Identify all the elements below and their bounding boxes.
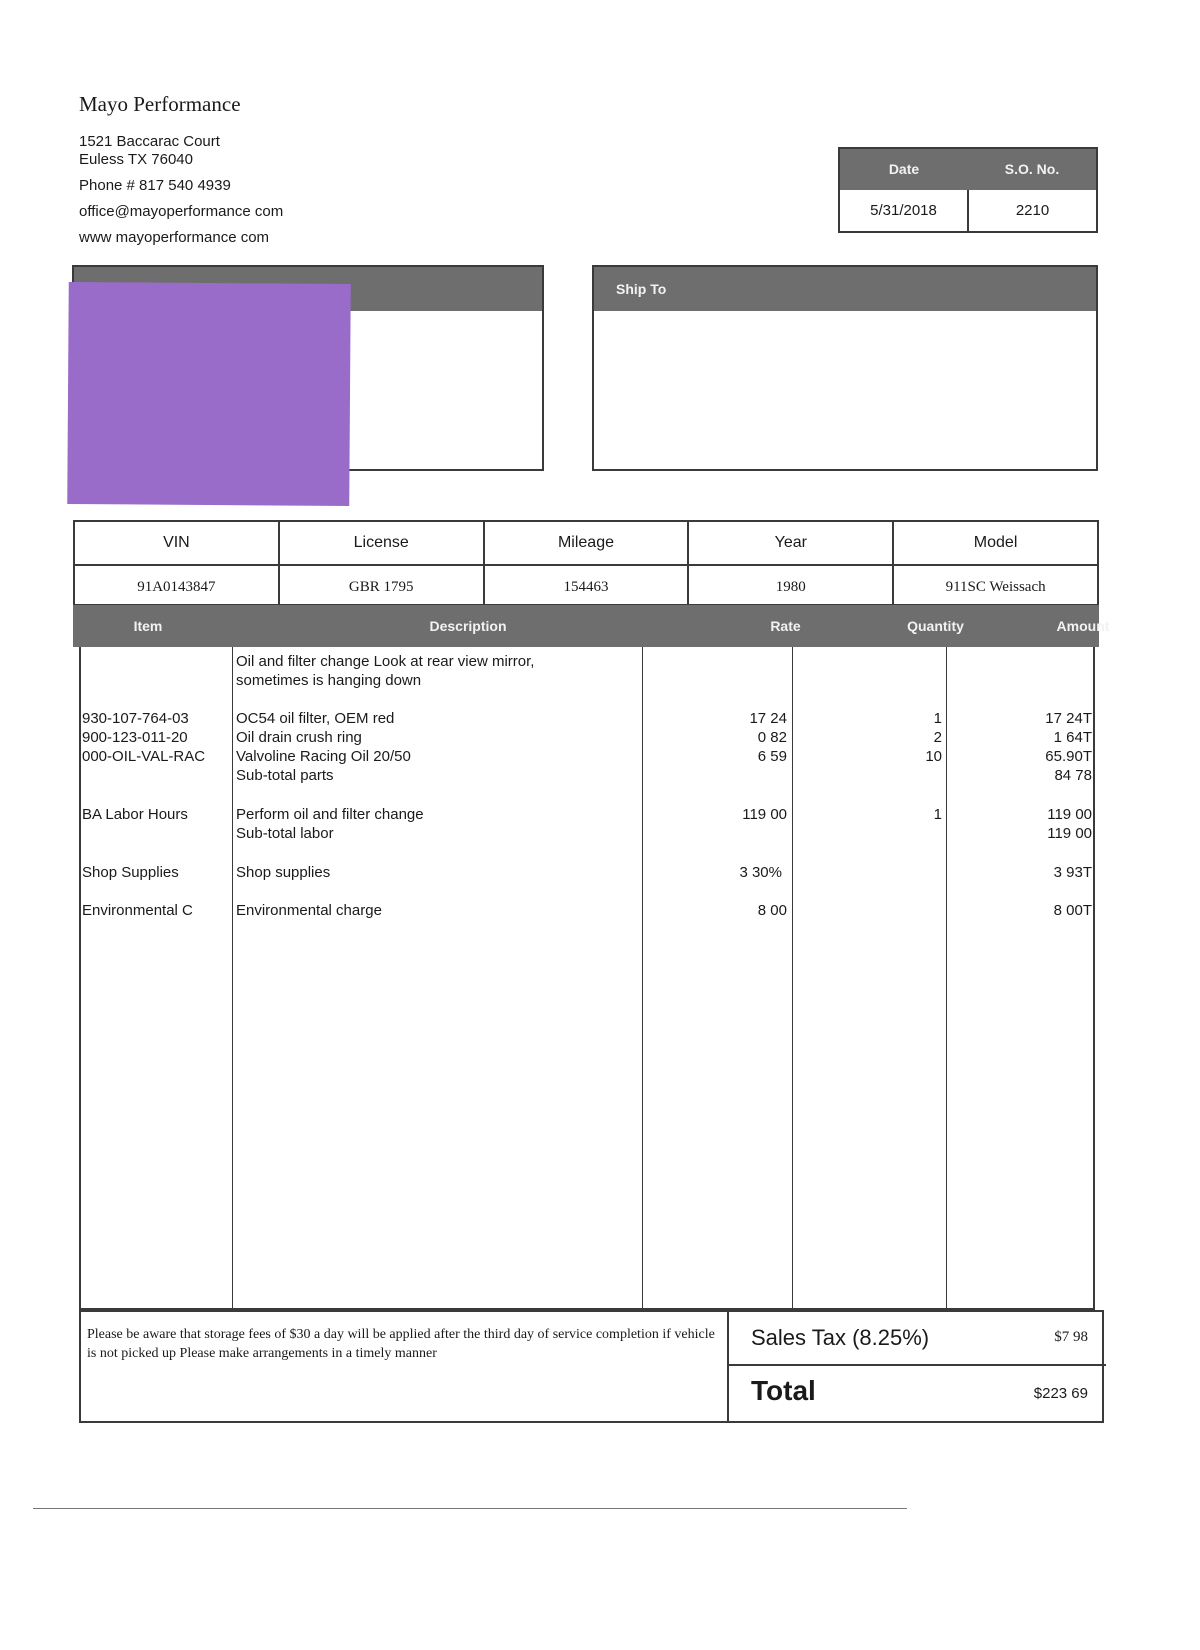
line-item-code: Environmental C xyxy=(82,902,193,919)
total-label: Total xyxy=(751,1375,816,1406)
vehicle-table xyxy=(73,520,1099,606)
sales-tax-value: $7 98 xyxy=(1054,1329,1088,1345)
service-note-line1: Oil and filter change Look at rear view mirror, xyxy=(236,653,535,670)
model-value: 911SC Weissach xyxy=(945,579,1046,595)
line-item-quantity: 1 xyxy=(933,806,942,823)
line-item-rate: 17 24 xyxy=(749,710,787,727)
company-address-line1: 1521 Baccarac Court xyxy=(79,133,220,150)
line-item-code: Shop Supplies xyxy=(82,864,179,881)
storage-fee-notice: Please be aware that storage fees of $30 a day will be applied after the third day of service completion if vehicle is not picked up Please make arrangements in a timely manner xyxy=(87,1327,715,1361)
date-label: Date xyxy=(888,161,920,177)
subtotal-labor-amount: 119 00 xyxy=(1047,825,1092,842)
footer-box xyxy=(79,1310,1104,1423)
vin-header: VIN xyxy=(75,522,280,564)
line-item-code: 930-107-764-03 xyxy=(82,710,189,727)
redaction-block xyxy=(67,282,351,506)
line-item-description: OC54 oil filter, OEM red xyxy=(236,710,395,727)
license-value: GBR 1795 xyxy=(280,566,485,608)
ship-to-box xyxy=(592,265,1098,471)
year-value: 1980 xyxy=(689,566,894,608)
order-date: 5/31/2018 xyxy=(840,190,969,231)
line-item-amount: 17 24T xyxy=(1045,710,1092,727)
year-header: Year xyxy=(689,522,894,564)
company-website: www mayoperformance com xyxy=(79,229,270,246)
amount-header: Amount xyxy=(1056,618,1110,634)
line-item-description: Shop supplies xyxy=(236,864,331,881)
order-info-box xyxy=(838,147,1098,233)
so-number: 2210 xyxy=(1015,202,1050,219)
vehicle-values-row xyxy=(75,564,1097,608)
vehicle-header-row xyxy=(75,522,1097,564)
total-row xyxy=(729,1364,1106,1421)
line-item-rate: 119 00 xyxy=(742,806,787,823)
sales-tax-row xyxy=(729,1312,1106,1366)
total-value: $223 69 xyxy=(1033,1385,1088,1402)
page-divider xyxy=(33,1508,907,1509)
line-item-amount: 65.90T xyxy=(1045,748,1092,765)
license-header: License xyxy=(280,522,485,564)
items-table-body xyxy=(79,647,1095,1310)
column-divider xyxy=(232,647,233,1308)
company-email: office@mayoperformance com xyxy=(79,203,284,220)
line-item-description: Perform oil and filter change xyxy=(236,806,424,823)
ship-to-header: Ship To xyxy=(594,267,1096,311)
company-address-line2: Euless TX 76040 xyxy=(79,151,193,168)
line-item-amount: 119 00 xyxy=(1047,806,1092,823)
line-item-rate: 6 59 xyxy=(757,748,787,765)
company-phone: Phone # 817 540 4939 xyxy=(79,177,231,194)
mileage-value: 154463 xyxy=(485,566,690,608)
subtotal-labor-label: Sub-total labor xyxy=(236,825,334,842)
totals-area xyxy=(727,1312,1106,1421)
line-item-description: Valvoline Racing Oil 20/50 xyxy=(236,748,411,765)
item-header: Item xyxy=(133,618,163,634)
line-item-rate: 0 82 xyxy=(757,729,787,746)
line-item-code: 900-123-011-20 xyxy=(82,729,188,746)
line-item-amount: 1 64T xyxy=(1053,729,1092,746)
line-item-code: BA Labor Hours xyxy=(82,806,188,823)
line-item-quantity: 10 xyxy=(925,748,942,765)
line-item-rate: 3 30% xyxy=(739,864,782,881)
order-info-header xyxy=(840,149,1096,190)
description-header: Description xyxy=(429,618,507,634)
subtotal-parts-amount: 84 78 xyxy=(1054,767,1092,784)
items-header xyxy=(73,605,1110,647)
line-item-quantity: 1 xyxy=(933,710,942,727)
mileage-header: Mileage xyxy=(485,522,690,564)
subtotal-parts-label: Sub-total parts xyxy=(236,767,334,784)
model-header: Model xyxy=(973,534,1018,551)
line-item-quantity: 2 xyxy=(933,729,942,746)
line-item-description: Oil drain crush ring xyxy=(236,729,362,746)
line-item-rate: 8 00 xyxy=(757,902,787,919)
vin-value: 91A0143847 xyxy=(75,566,280,608)
order-info-values xyxy=(840,190,1096,231)
company-name: Mayo Performance xyxy=(79,92,241,116)
sales-tax-label: Sales Tax (8.25%) xyxy=(751,1325,930,1350)
so-number-label: S.O. No. xyxy=(1004,161,1060,177)
line-item-code: 000-OIL-VAL-RAC xyxy=(82,748,206,765)
line-item-description: Environmental charge xyxy=(236,902,382,919)
line-item-amount: 8 00T xyxy=(1053,902,1092,919)
line-item-amount: 3 93T xyxy=(1053,864,1092,881)
quantity-header: Quantity xyxy=(907,618,964,634)
rate-header: Rate xyxy=(770,618,801,634)
service-note-line2: sometimes is hanging down xyxy=(236,672,422,689)
